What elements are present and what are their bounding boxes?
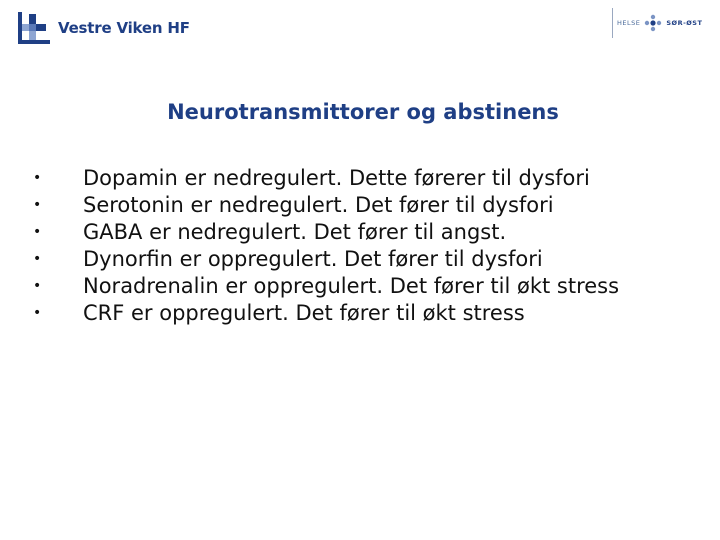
sor-ost-logo-text: SØR-ØST	[666, 19, 703, 27]
list-item-text: Serotonin er nedregulert. Det fører til dysfori	[83, 193, 554, 217]
bullet-icon: •	[33, 305, 42, 321]
helse-logo-text: HELSE	[617, 19, 641, 27]
list-item-text: CRF er oppregulert. Det fører til økt stress	[83, 301, 525, 325]
helse-sor-ost-dots-icon	[643, 13, 663, 33]
vestre-viken-logo-text: Vestre Viken HF	[58, 19, 190, 37]
slide-title: Neurotransmittorer og abstinens	[167, 100, 559, 124]
bullet-icon: •	[33, 170, 42, 186]
vestre-viken-logo	[18, 12, 190, 44]
bullet-icon: •	[33, 197, 42, 213]
list-item	[27, 300, 707, 327]
list-item-text: GABA er nedregulert. Det fører til angst.	[83, 220, 507, 244]
bullet-icon: •	[33, 224, 42, 240]
vestre-viken-cross-icon	[18, 12, 50, 44]
bullet-list	[27, 165, 707, 327]
bullet-icon: •	[33, 278, 42, 294]
list-item	[27, 273, 707, 300]
list-item-text: Dynorfin er oppregulert. Det fører til dysfori	[83, 247, 543, 271]
list-item	[27, 246, 707, 273]
list-item-text: Noradrenalin er oppregulert. Det fører til økt stress	[83, 274, 620, 298]
list-item-text: Dopamin er nedregulert. Dette førerer til dysfori	[83, 166, 590, 190]
list-item	[27, 219, 707, 246]
bullet-icon: •	[33, 251, 42, 267]
list-item	[27, 192, 707, 219]
logo-divider	[612, 8, 613, 38]
helse-sor-ost-logo	[612, 8, 716, 38]
list-item	[27, 165, 707, 192]
